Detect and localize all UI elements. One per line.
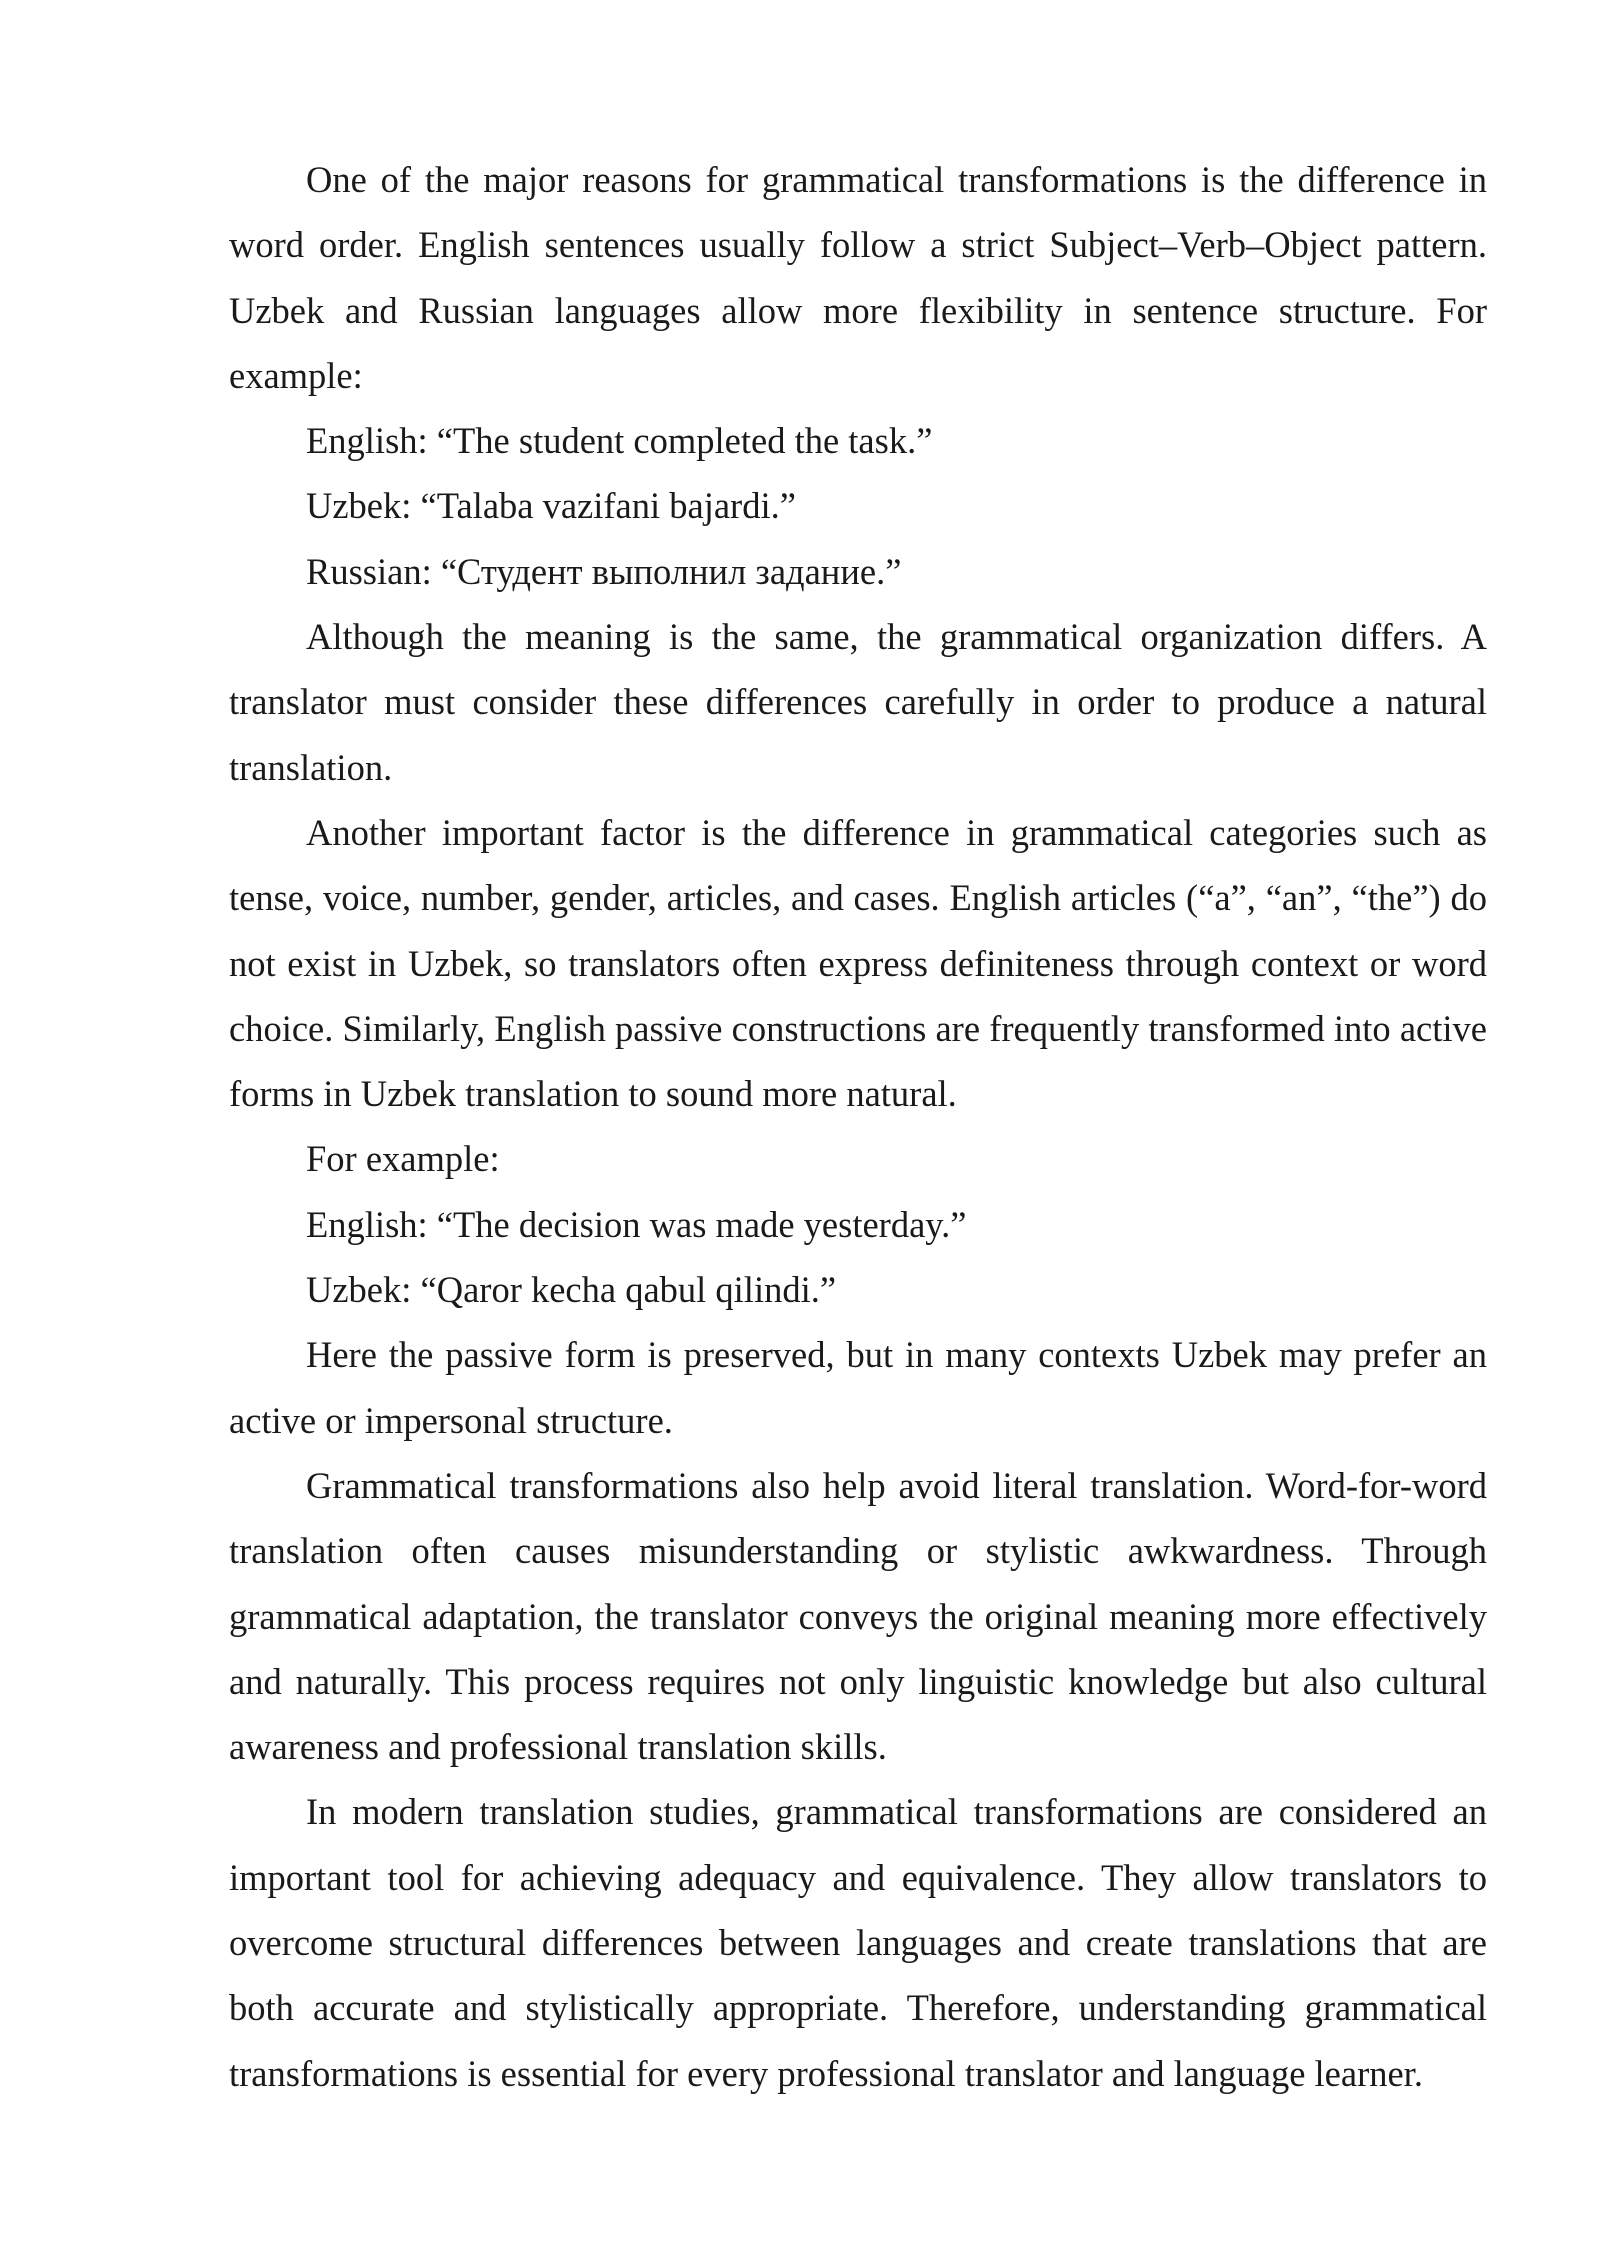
example-english-2: English: “The decision was made yesterday.” xyxy=(306,1203,967,1245)
paragraph-organization: Although the meaning is the same, the grammatical organization differs. A translator must consider these differences carefully in order to produce a natural translation. xyxy=(229,616,1487,788)
example-uzbek-1: Uzbek: “Talaba vazifani bajardi.” xyxy=(306,485,796,527)
example-russian-1: Russian: “Студент выполнил задание.” xyxy=(306,550,902,592)
document-body xyxy=(229,147,1487,2106)
paragraph-word-order: One of the major reasons for grammatical transformations is the difference in word order. English sentences usually follow a strict Subject–Verb–Object pattern. Uzbek and Russian languages allow more flexibility in sentence structure. For example: xyxy=(229,159,1487,396)
paragraph-literal-translation: Grammatical transformations also help avoid literal translation. Word-for-word translation often causes misunderstanding or stylistic awkwardness. Through grammatical adaptation, the translator conveys the original meaning more effectively and naturally. This process requires not only linguistic knowledge but also cultural awareness and professional translation skills. xyxy=(229,1464,1487,1768)
paragraph-conclusion: In modern translation studies, grammatical transformations are considered an important tool for achieving adequacy and equivalence. They allow translators to overcome structural differences between languages and create translations that are both accurate and stylistically appropriate. Therefore, understanding grammatical transformations is essential for every professional translator and language learner. xyxy=(229,1791,1487,2094)
paragraph-categories: Another important factor is the difference in grammatical categories such as tense, voice, number, gender, articles, and cases. English articles (“a”, “an”, “the”) do not exist in Uzbek, so translators often express definiteness through context or word choice. Similarly, English passive constructions are frequently transformed into active forms in Uzbek translation to sound more natural. xyxy=(229,811,1487,1115)
example-intro: For example: xyxy=(306,1138,500,1180)
example-uzbek-2: Uzbek: “Qaror kecha qabul qilindi.” xyxy=(306,1269,837,1311)
example-english-1: English: “The student completed the task.” xyxy=(306,420,933,462)
paragraph-passive: Here the passive form is preserved, but in many contexts Uzbek may prefer an active or impersonal structure. xyxy=(229,1334,1487,1441)
